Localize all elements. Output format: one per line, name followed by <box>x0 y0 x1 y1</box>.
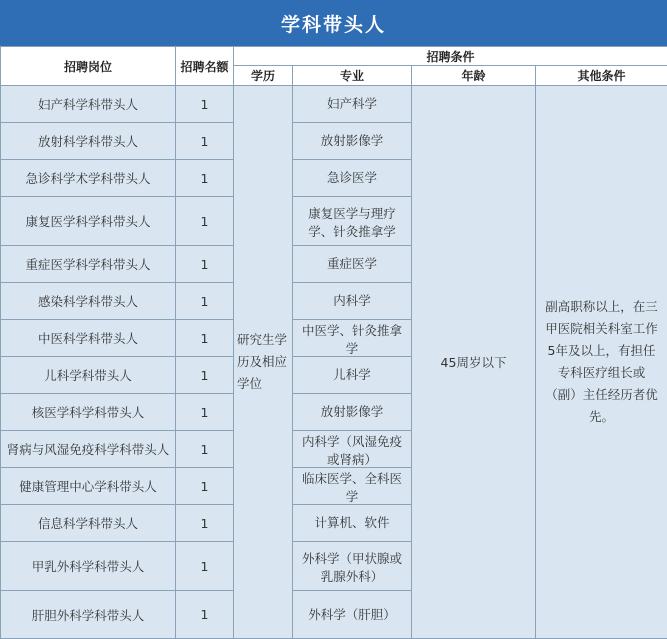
major-cell <box>293 505 412 542</box>
count-cell: 1 <box>176 86 234 123</box>
major-cell <box>293 591 412 639</box>
education-cell: 研究生学历及相应学位 <box>234 86 293 639</box>
count-cell: 1 <box>176 542 234 591</box>
major-cell <box>293 246 412 283</box>
major-cell <box>293 468 412 505</box>
major-cell <box>293 431 412 468</box>
major-text: 急诊医学 <box>297 169 407 187</box>
major-text: 放射影像学 <box>297 132 407 150</box>
other-conditions-cell: 副高职称以上，在三甲医院相关科室工作5年及以上，有担任专科医疗组长或（副）主任经历者优先。 <box>536 86 667 639</box>
header-other: 其他条件 <box>536 66 667 86</box>
major-text: 儿科学 <box>297 366 407 384</box>
major-cell <box>293 542 412 591</box>
header-row-1 <box>1 47 667 66</box>
major-text: 妇产科学 <box>297 95 407 113</box>
major-text: 外科学（甲状腺或乳腺外科） <box>297 550 407 582</box>
position-cell: 肾病与风湿免疫科学科带头人 <box>1 431 176 468</box>
count-cell: 1 <box>176 246 234 283</box>
header-conditions: 招聘条件 <box>234 47 667 66</box>
age-cell: 45周岁以下 <box>412 86 536 639</box>
major-text: 计算机、软件 <box>297 514 407 532</box>
major-text: 放射影像学 <box>297 403 407 421</box>
position-cell: 健康管理中心学科带头人 <box>1 468 176 505</box>
count-cell: 1 <box>176 320 234 357</box>
position-cell: 甲乳外科学科带头人 <box>1 542 176 591</box>
major-text: 内科学 <box>297 292 407 310</box>
major-text: 内科学（风湿免疫或肾病） <box>297 433 407 465</box>
major-text: 中医学、针灸推拿学 <box>297 322 407 354</box>
count-cell: 1 <box>176 431 234 468</box>
position-cell: 儿科学科带头人 <box>1 357 176 394</box>
major-text: 临床医学、全科医学 <box>297 470 407 502</box>
major-cell <box>293 123 412 160</box>
position-cell: 康复医学科学科带头人 <box>1 197 176 246</box>
header-age: 年龄 <box>412 66 536 86</box>
table-body <box>1 86 667 639</box>
position-cell: 肝胆外科学科带头人 <box>1 591 176 639</box>
major-text: 重症医学 <box>297 255 407 273</box>
count-cell: 1 <box>176 357 234 394</box>
header-position: 招聘岗位 <box>1 47 176 86</box>
position-cell: 信息科学科带头人 <box>1 505 176 542</box>
page-title: 学科带头人 <box>281 10 386 37</box>
position-cell: 核医学科学科带头人 <box>1 394 176 431</box>
count-cell: 1 <box>176 160 234 197</box>
count-cell: 1 <box>176 123 234 160</box>
count-cell: 1 <box>176 505 234 542</box>
count-cell: 1 <box>176 468 234 505</box>
position-cell: 感染科学科带头人 <box>1 283 176 320</box>
title-bar <box>0 0 667 48</box>
count-cell: 1 <box>176 591 234 639</box>
major-cell <box>293 394 412 431</box>
header-education: 学历 <box>234 66 293 86</box>
major-cell <box>293 160 412 197</box>
header-major: 专业 <box>293 66 412 86</box>
count-cell: 1 <box>176 197 234 246</box>
major-cell <box>293 357 412 394</box>
position-cell: 放射科学科带头人 <box>1 123 176 160</box>
major-cell <box>293 320 412 357</box>
major-text: 康复医学与理疗学、针灸推拿学 <box>297 205 407 237</box>
position-cell: 妇产科学科带头人 <box>1 86 176 123</box>
position-cell: 急诊科学术学科带头人 <box>1 160 176 197</box>
count-cell: 1 <box>176 394 234 431</box>
position-cell: 重症医学科学科带头人 <box>1 246 176 283</box>
header-count: 招聘名额 <box>176 47 234 86</box>
major-text: 外科学（肝胆） <box>297 606 407 624</box>
position-cell: 中医科学科带头人 <box>1 320 176 357</box>
major-cell <box>293 86 412 123</box>
table-row <box>1 86 667 123</box>
major-cell <box>293 197 412 246</box>
recruitment-table <box>0 46 667 639</box>
major-cell <box>293 283 412 320</box>
count-cell: 1 <box>176 283 234 320</box>
